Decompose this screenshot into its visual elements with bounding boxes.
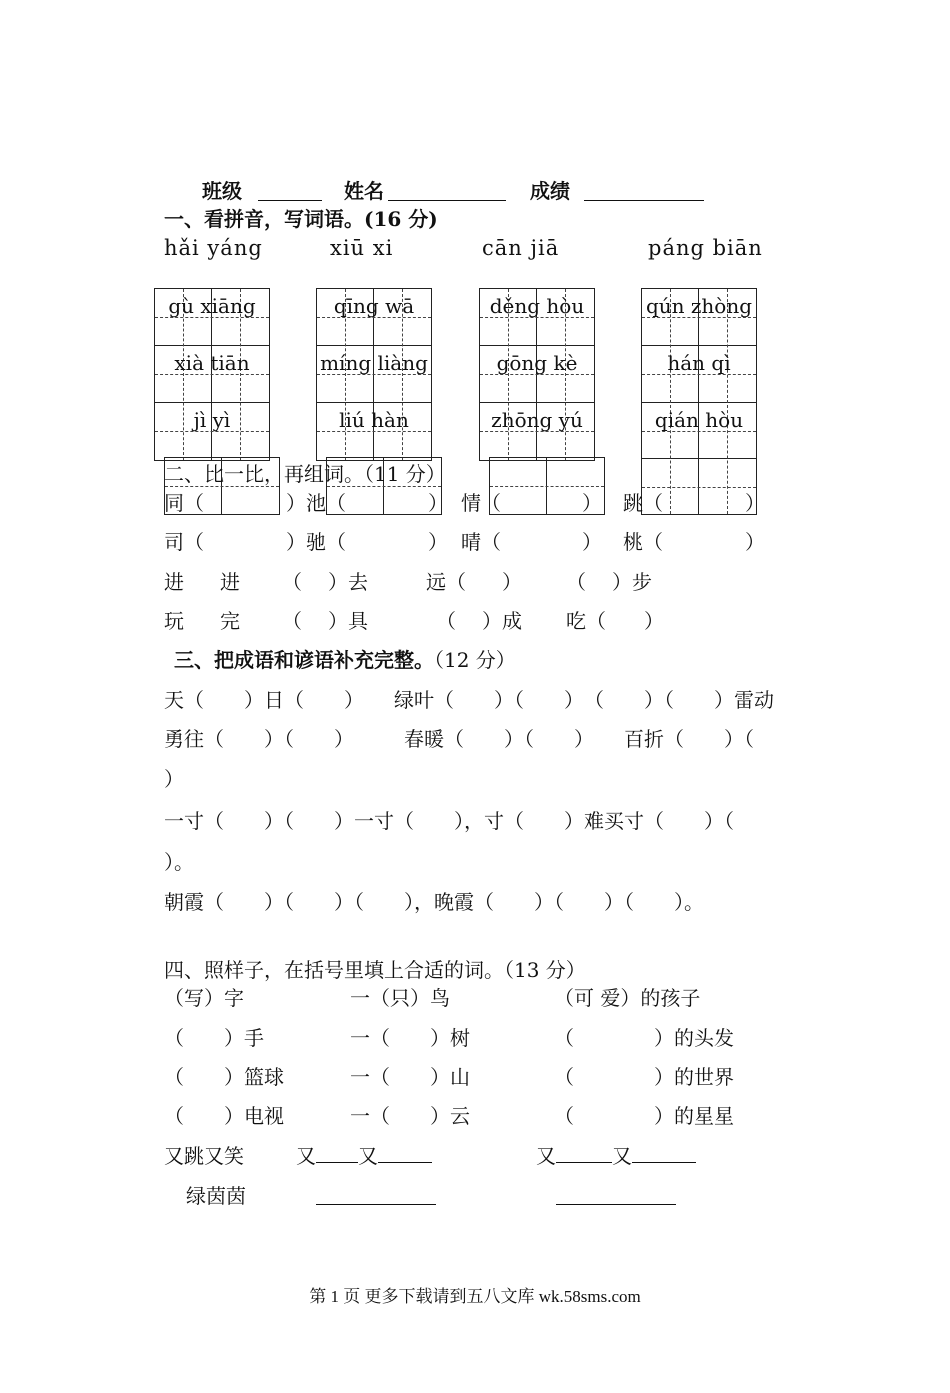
fill-item: （ ）的星星 (554, 1104, 734, 1128)
page-footer: 第 1 页 更多下载请到五八文库 wk.58sms.com (309, 1287, 641, 1306)
compare-cell: （ (282, 570, 302, 594)
class-label: 班级 (202, 179, 242, 203)
compare-cell: ）成 (482, 609, 522, 633)
grid-pinyin: qián hòu (654, 408, 744, 432)
compare-cell: ） (428, 491, 448, 515)
idiom-line: 勇往（ ）（ ） 春暖（ ）（ ） 百折（ ）（ (164, 727, 754, 751)
you-label: 又 (358, 1144, 378, 1168)
grid-pinyin: gù xiāng (168, 294, 256, 318)
compare-cell: 同（ (164, 491, 204, 515)
compare-cell: （ (282, 609, 302, 633)
example-word: 绿茵茵 (186, 1184, 246, 1208)
compare-cell: ）具 (328, 609, 368, 633)
fill-blank[interactable] (556, 1204, 676, 1205)
pinyin-item: hǎi yáng (164, 236, 263, 260)
compare-cell: ）步 (612, 570, 652, 594)
grid-pinyin: qún zhòng (645, 294, 753, 318)
compare-cell: ） (502, 570, 522, 594)
compare-cell: 吃（ (566, 609, 606, 633)
grid-pinyin: liú hàn (339, 408, 409, 432)
fill-item: （写）字 (164, 986, 244, 1010)
compare-cell: ）池（ (286, 491, 346, 515)
score-blank[interactable] (584, 200, 704, 201)
writing-grid[interactable] (641, 288, 757, 515)
fill-blank[interactable] (316, 1144, 358, 1163)
fill-blank[interactable] (378, 1144, 432, 1163)
compare-cell: 进 (220, 570, 240, 594)
fill-item: （可 爱）的孩子 (554, 986, 701, 1010)
fill-item: （ ）的世界 (554, 1065, 734, 1089)
compare-cell: ） (428, 530, 448, 554)
fill-item: 一（只）鸟 (350, 986, 450, 1010)
grid-pinyin: xià tiān (174, 351, 250, 375)
fill-item: （ ）电视 (164, 1104, 284, 1128)
writing-grid[interactable] (479, 288, 595, 461)
section1-title: 一、看拼音，写词语。(16 分) (164, 207, 438, 231)
grid-pinyin: děng hòu (489, 294, 585, 318)
grid-pinyin: míng liàng (320, 351, 428, 375)
pinyin-item: xiū xi (330, 236, 394, 260)
fill-blank[interactable] (632, 1144, 696, 1163)
fill-blank[interactable] (316, 1204, 436, 1205)
pinyin-item: páng biān (648, 236, 763, 260)
compare-cell: 远（ (426, 570, 466, 594)
idiom-line: 一寸（ ）（ ）一寸（ ），寸（ ）难买寸（ ）（ (164, 809, 734, 833)
grid-pinyin: qīng wā (333, 294, 415, 318)
fill-item: 一（ ）树 (350, 1026, 470, 1050)
compare-cell: 玩 (164, 609, 184, 633)
fill-blank[interactable] (556, 1144, 612, 1163)
compare-cell: ） (745, 491, 765, 515)
example-word: 又跳又笑 (164, 1144, 244, 1168)
grid-pinyin: gōng kè (496, 351, 578, 375)
name-label: 姓名 (344, 179, 384, 203)
grid-pinyin: hán qì (667, 351, 731, 375)
writing-grid[interactable] (154, 288, 270, 461)
compare-cell: 跳（ (623, 491, 663, 515)
compare-cell: ） (745, 530, 765, 554)
compare-cell: 晴（ (461, 530, 501, 554)
fill-item: （ ）手 (164, 1026, 264, 1050)
idiom-line: 朝霞（ ）（ ）（ ），晚霞（ ）（ ）（ ）。 (164, 890, 704, 914)
fill-item: 一（ ）山 (350, 1065, 470, 1089)
grid-pinyin: zhōng yú (491, 408, 583, 432)
class-blank[interactable] (258, 200, 322, 201)
compare-cell: ） (582, 530, 602, 554)
compare-cell: 情（ (461, 491, 501, 515)
fill-item: （ ）的头发 (554, 1026, 734, 1050)
section4-title: 四、照样子，在括号里填上合适的词。（13 分） (164, 958, 586, 982)
compare-cell: 司（ (164, 530, 204, 554)
section3-title: 三、把成语和谚语补充完整。 (174, 648, 434, 672)
compare-cell: 进 (164, 570, 184, 594)
compare-cell: 桃（ (623, 530, 663, 554)
you-label: 又 (536, 1144, 556, 1168)
compare-cell: 完 (220, 609, 240, 633)
compare-cell: ） (582, 491, 602, 515)
section2-title: 二、比一比，再组词。（11 分） (164, 462, 446, 486)
name-blank[interactable] (388, 200, 506, 201)
compare-cell: ） (644, 609, 664, 633)
compare-cell: （ (566, 570, 586, 594)
compare-cell: （ (436, 609, 456, 633)
fill-item: （ ）篮球 (164, 1065, 284, 1089)
writing-grid[interactable] (316, 288, 432, 461)
section3-score: （12 分） (434, 648, 516, 672)
you-label: 又 (296, 1144, 316, 1168)
idiom-line: 天（ ）日（ ） 绿叶（ ）（ ） （ ）（ ）雷动 (164, 688, 774, 712)
idiom-line: ）。 (164, 850, 194, 874)
fill-item: 一（ ）云 (350, 1104, 470, 1128)
grid-pinyin: jì yì (193, 408, 231, 432)
you-label: 又 (612, 1144, 632, 1168)
compare-cell: ）去 (328, 570, 368, 594)
idiom-line: ） (164, 767, 184, 791)
pinyin-item: cān jiā (482, 236, 560, 260)
score-label: 成绩 (530, 179, 570, 203)
compare-cell: ）驰（ (286, 530, 346, 554)
